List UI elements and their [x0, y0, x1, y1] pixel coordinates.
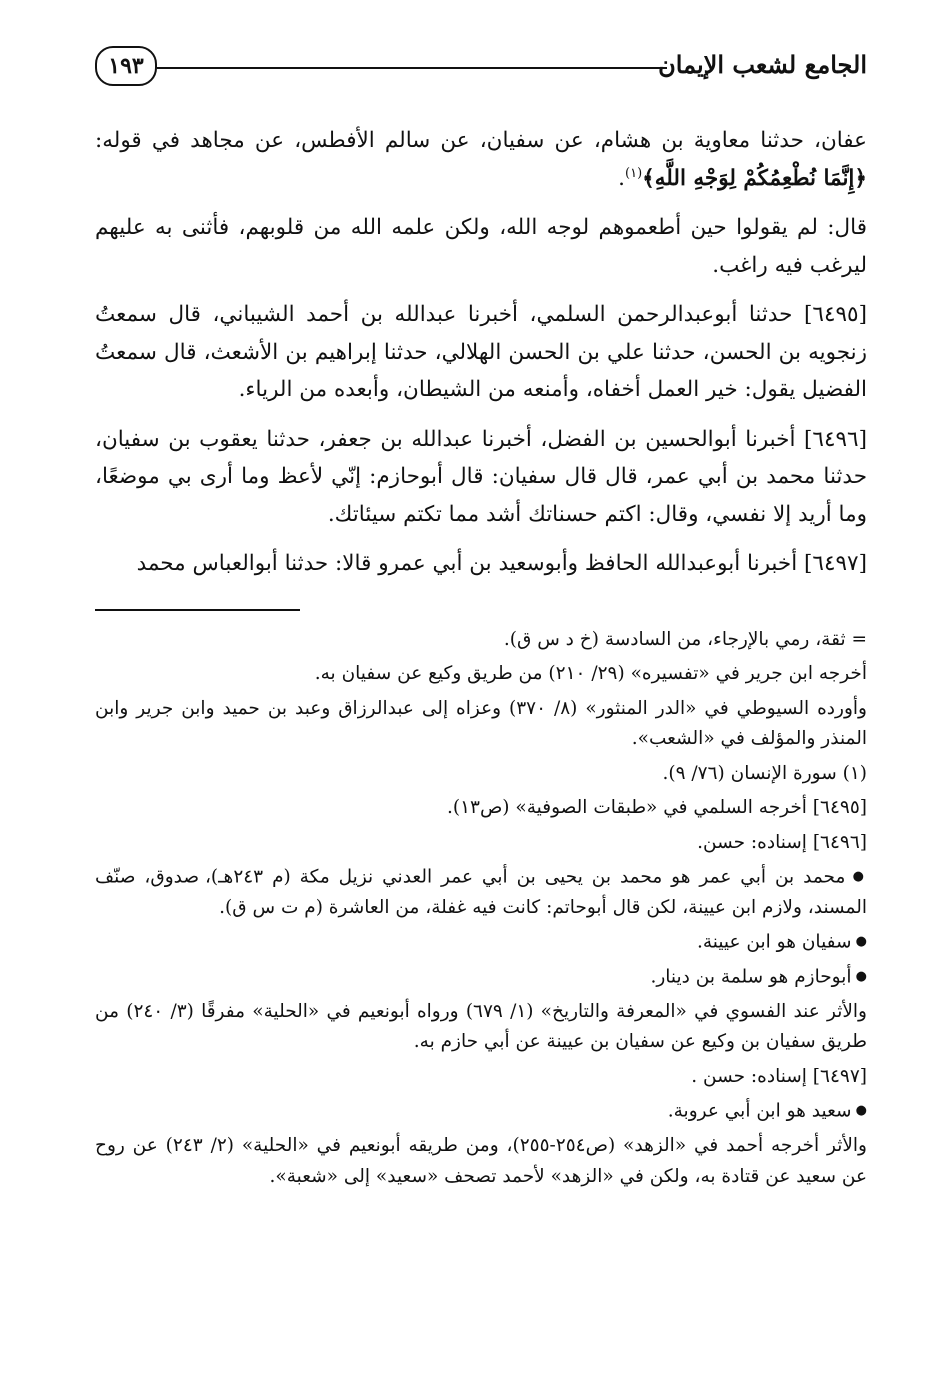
footnote-marker: (١) [625, 165, 643, 181]
footnote-bullet: ● سعيد هو ابن أبي عروبة. [95, 1096, 867, 1127]
footnote-continuation: = ثقة، رمي بالإرجاء، من السادسة (خ د س ق). [503, 628, 867, 650]
paragraph-1-text: عفان، حدثنا معاوية بن هشام، عن سفيان، عن سالم الأفطس، عن مجاهد في قوله: [95, 128, 867, 153]
footnote-bullet: ● أبوحازم هو سلمة بن دينار. [95, 962, 867, 993]
footnote-line: وأورده السيوطي في «الدر المنثور» (٨/ ٣٧٠) وعزاه إلى عبدالرزاق وعبد بن حميد وابن جرير وابن المنذر والمؤلف في «الشعب». [95, 697, 867, 749]
main-text [95, 122, 867, 583]
footnote-1: (١) سورة الإنسان (٧٦/ ٩). [662, 762, 867, 784]
footnote-6497: [٦٤٩٧] إسناده: حسن . [691, 1065, 867, 1087]
footnote-line: والأثر عند الفسوي في «المعرفة والتاريخ» (١/ ٦٧٩) ورواه أبونعيم في «الحلية» مفرقًا (٣/ ٢٤٠) من طريق سفيان بن وكيع عن سفيان بن عيينة عن أبي حازم به. [95, 1000, 867, 1053]
running-title: الجامع لشعب الإيمان [658, 50, 867, 79]
footnote-6495: [٦٤٩٥] أخرجه السلمي في «طبقات الصوفية» (ص١٣). [446, 797, 867, 818]
page-header [95, 40, 867, 98]
footnote-line: أخرجه ابن جرير في «تفسيره» (٢٩/ ٢١٠) من طريق وكيع عن سفيان به. [314, 663, 867, 684]
book-page [95, 40, 867, 1345]
quran-verse: ﴿إِنَّمَا نُطْعِمُكُمْ لِوَجْهِ اللَّهِ﴾ [642, 165, 867, 191]
footnote-line: والأثر أخرجه أحمد في «الزهد» (ص٢٥٤-٢٥٥)، ومن طريقه أبونعيم في «الحلية» (٢/ ٢٤٣) عن روح عن سعيد عن قتادة به، ولكن في «الزهد» لأحمد تصحف «سعيد» إلى «شعبة». [95, 1135, 867, 1187]
footnote-bullet: ● سفيان هو ابن عيينة. [95, 927, 867, 958]
page-number: ١٩٣ [95, 46, 157, 86]
footnotes [95, 625, 867, 1193]
paragraph-1 [95, 122, 867, 197]
footnote-separator [95, 609, 300, 611]
header-rule [157, 67, 667, 69]
paragraph-2: قال: لم يقولوا حين أطعموهم لوجه الله، ولكن علمه الله من قلوبهم، فأثنى به عليهم ليرغب فيه راغب. [95, 215, 867, 278]
paragraph-1-end: . [618, 165, 626, 191]
narration-6496: [٦٤٩٦] أخبرنا أبوالحسين بن الفضل، أخبرنا عبدالله بن جعفر، حدثنا يعقوب بن سفيان، حدثنا محمد بن أبي عمر، قال قال سفيان: قال أبوحازم: إنّي لأعظ وما أرى بي موضعًا، وما أريد إلا نفسي، وقال: اكتم حسناتك أشد مما تكتم سيئاتك. [95, 426, 867, 527]
narration-6497: [٦٤٩٧] أخبرنا أبوعبدالله الحافظ وأبوسعيد بن أبي عمرو قالا: حدثنا أبوالعباس محمد [136, 551, 867, 576]
narration-6495: [٦٤٩٥] حدثنا أبوعبدالرحمن السلمي، أخبرنا عبدالله بن أحمد الشيباني، قال سمعتُ زنجويه بن الحسن، حدثنا علي بن الحسن الهلالي، حدثنا إبراهيم بن الأشعث، قال سمعتُ الفضيل يقول: خير العمل أخفاه، وأمنعه من الشيطان، وأبعده من الرياء. [95, 302, 867, 402]
footnote-bullet: ● محمد بن أبي عمر هو محمد بن يحيى بن أبي عمر العدني نزيل مكة (م ٢٤٣هـ)، صدوق، صنّف المسند، ولازم ابن عيينة، لكن قال أبوحاتم: كانت فيه غفلة، من العاشرة (م ت س ق). [95, 862, 867, 923]
footnote-6496: [٦٤٩٦] إسناده: حسن. [697, 831, 867, 853]
